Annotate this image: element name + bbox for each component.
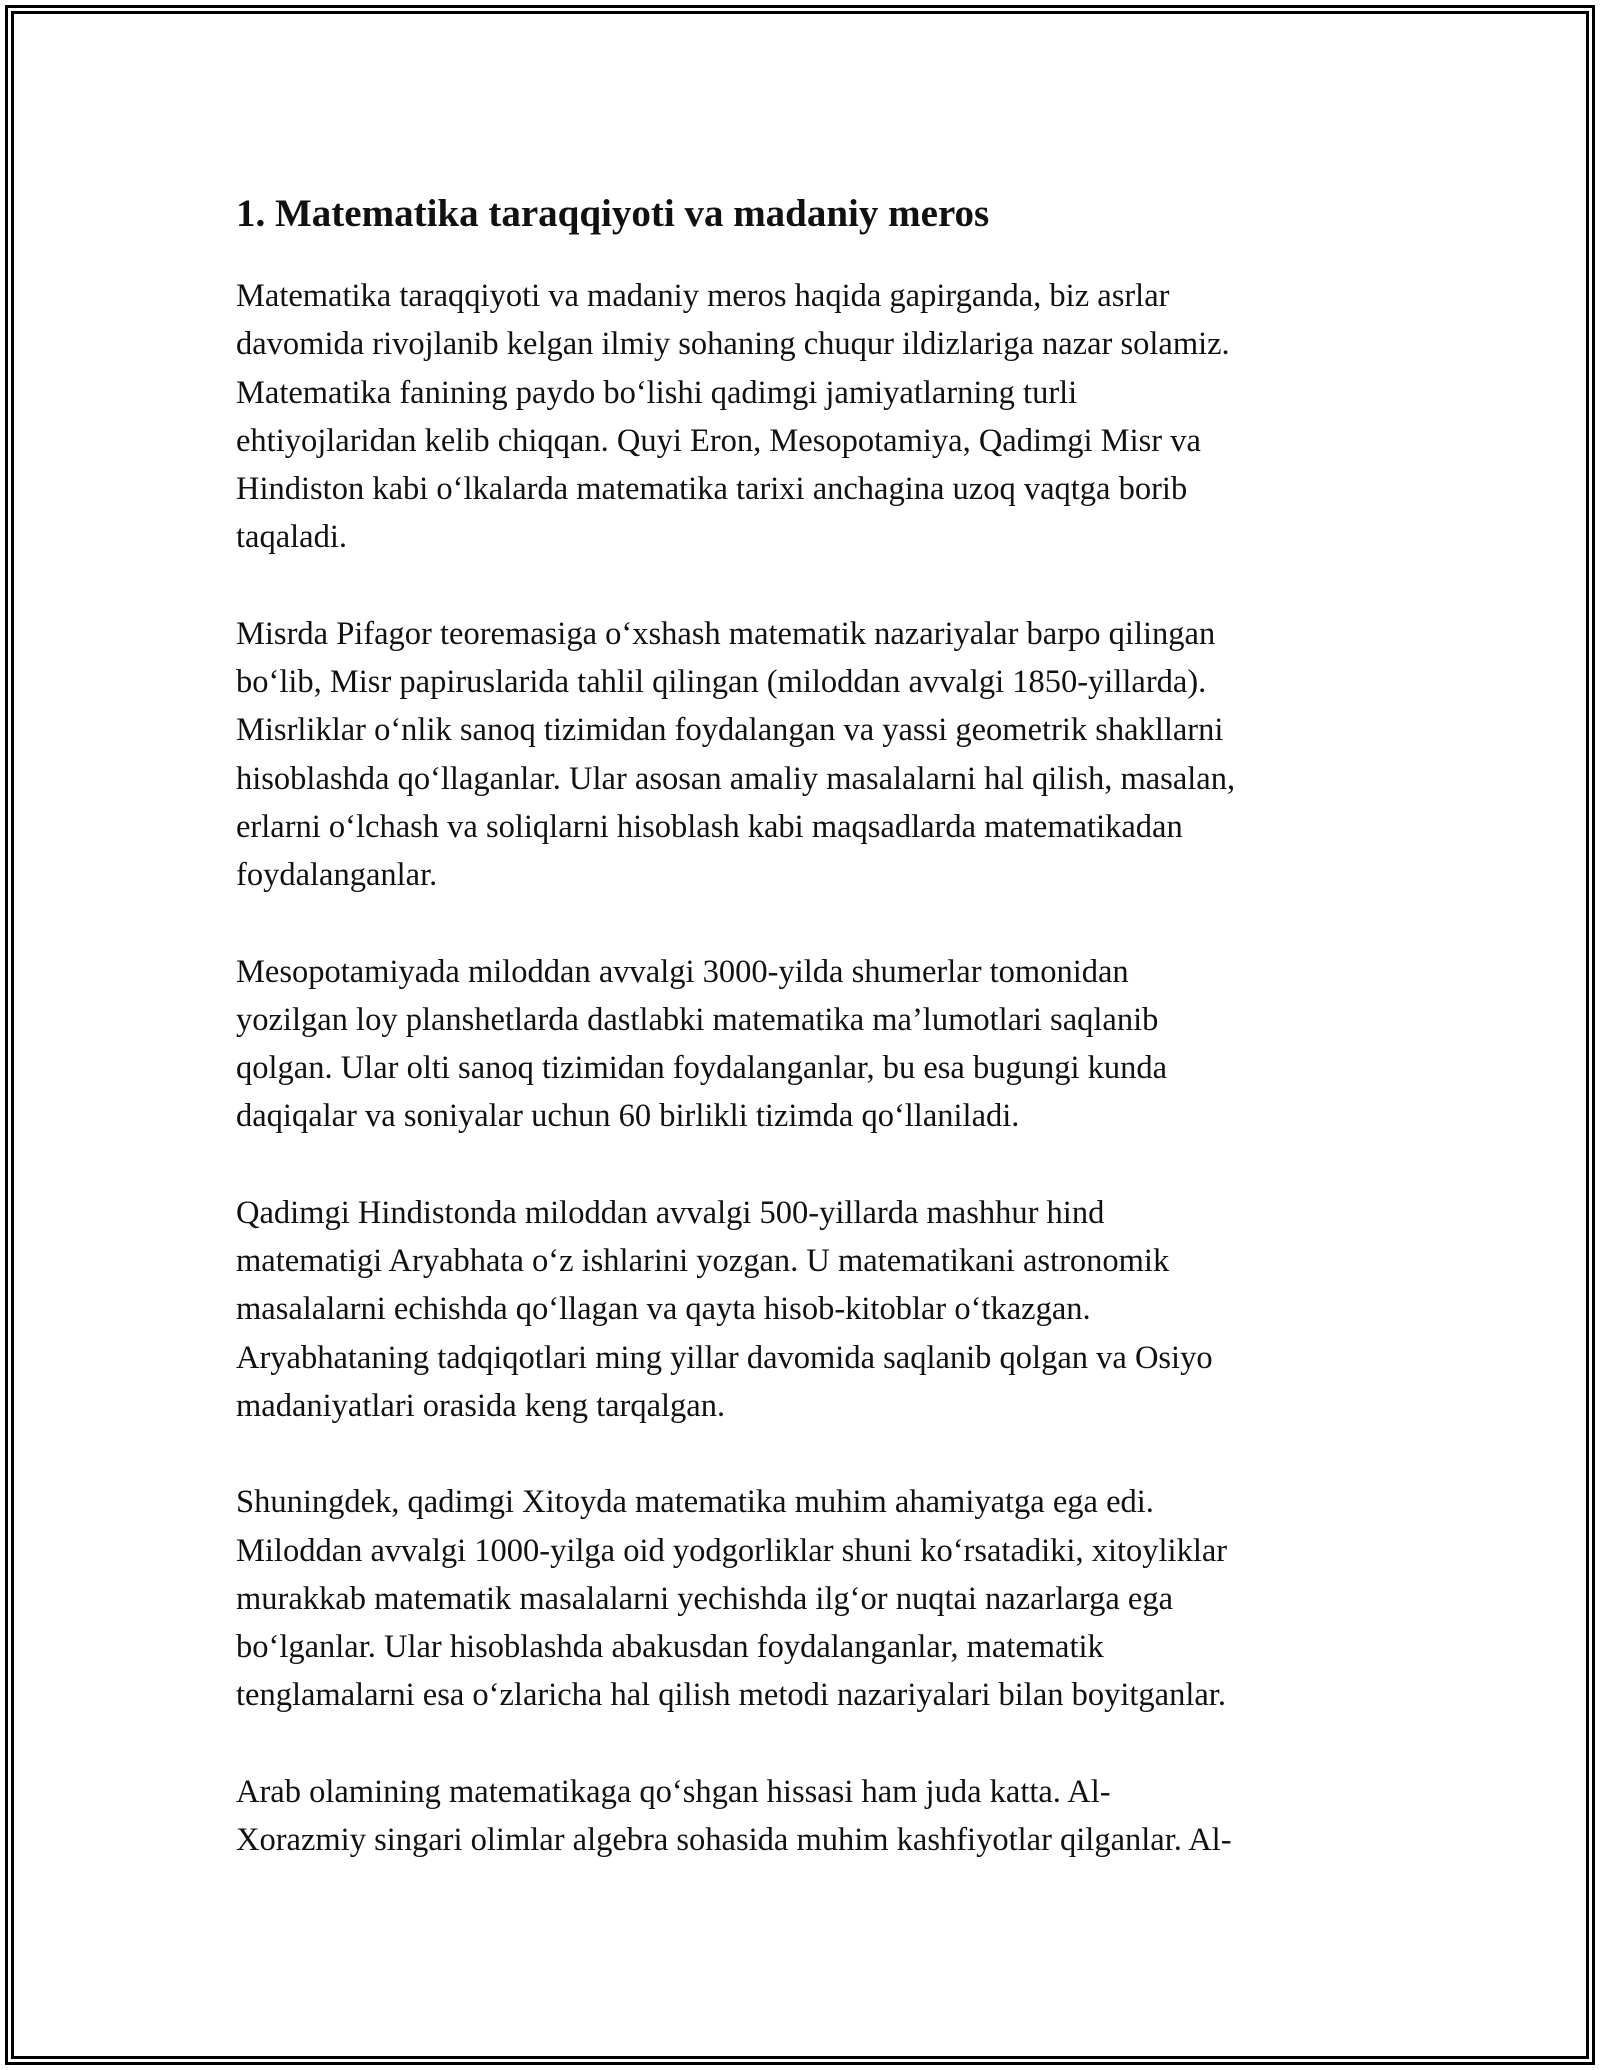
text-line: bo‘lib, Misr papiruslarida tahlil qilingan (miloddan avvalgi 1850-yillarda). bbox=[236, 664, 1207, 701]
text-line: yozilgan loy planshetlarda dastlabki matematika ma’lumotlari saqlanib bbox=[236, 1001, 1159, 1038]
text-line: Qadimgi Hindistonda miloddan avvalgi 500-yillarda mashhur hind bbox=[236, 1194, 1105, 1231]
text-line: tenglamalarni esa o‘zlaricha hal qilish metodi nazariyalari bilan boyitganlar. bbox=[236, 1677, 1226, 1714]
paragraph-2 bbox=[236, 610, 1366, 900]
paragraph-6 bbox=[236, 1768, 1366, 1865]
text-line: hisoblashda qo‘llaganlar. Ular asosan amaliy masalalarni hal qilish, masalan, bbox=[236, 760, 1236, 797]
paragraph-3 bbox=[236, 948, 1366, 1141]
text-line: Matematika taraqqiyoti va madaniy meros haqida gapirganda, biz asrlar bbox=[236, 278, 1170, 314]
text-line: Aryabhataning tadqiqotlari ming yillar davomida saqlanib qolgan va Osiyo bbox=[236, 1339, 1213, 1376]
text-line: erlarni o‘lchash va soliqlarni hisoblash kabi maqsadlarda matematikadan bbox=[236, 808, 1183, 845]
text-line: daqiqalar va soniyalar uchun 60 birlikli tizimda qo‘llaniladi. bbox=[236, 1098, 1020, 1135]
paragraph-1 bbox=[236, 272, 1366, 562]
text-line: Shuningdek, qadimgi Xitoyda matematika muhim ahamiyatga ega edi. bbox=[236, 1484, 1154, 1521]
text-line: ehtiyojlaridan kelib chiqqan. Quyi Eron, Mesopotamiya, Qadimgi Misr va bbox=[236, 422, 1201, 459]
text-line: masalalarni echishda qo‘llagan va qayta hisob-kitoblar o‘tkazgan. bbox=[236, 1291, 1091, 1328]
text-line: matematigi Aryabhata o‘z ishlarini yozgan. U matematikani astronomik bbox=[236, 1243, 1170, 1280]
document-body bbox=[236, 186, 1366, 1912]
text-line: Xorazmiy singari olimlar algebra sohasida muhim kashfiyotlar qilganlar. Al- bbox=[236, 1822, 1232, 1859]
paragraph-4 bbox=[236, 1189, 1366, 1430]
section-heading: 1. Matematika taraqqiyoti va madaniy meros bbox=[236, 192, 990, 235]
text-line: Mesopotamiyada miloddan avvalgi 3000-yilda shumerlar tomonidan bbox=[236, 953, 1129, 990]
text-line: foydalanganlar. bbox=[236, 857, 438, 894]
text-line: Arab olamining matematikaga qo‘shgan hissasi ham juda katta. Al- bbox=[236, 1773, 1111, 1810]
text-line: davomida rivojlanib kelgan ilmiy sohaning chuqur ildizlariga nazar solamiz. bbox=[236, 326, 1230, 363]
text-line: taqaladi. bbox=[236, 519, 347, 556]
paragraph-5 bbox=[236, 1478, 1366, 1719]
text-line: Miloddan avvalgi 1000-yilga oid yodgorliklar shuni ko‘rsatadiki, xitoyliklar bbox=[236, 1532, 1228, 1569]
text-line: Hindiston kabi o‘lkalarda matematika tarixi anchagina uzoq vaqtga borib bbox=[236, 471, 1188, 508]
text-line: Misrda Pifagor teoremasiga o‘xshash matematik nazariyalar barpo qilingan bbox=[236, 615, 1216, 652]
text-line: Misrliklar o‘nlik sanoq tizimidan foydalangan va yassi geometrik shakllarni bbox=[236, 712, 1224, 749]
text-line: qolgan. Ular olti sanoq tizimidan foydalanganlar, bu esa bugungi kunda bbox=[236, 1050, 1168, 1087]
text-line: Matematika fanining paydo bo‘lishi qadimgi jamiyatlarning turli bbox=[236, 374, 1078, 411]
text-line: bo‘lganlar. Ular hisoblashda abakusdan foydalanganlar, matematik bbox=[236, 1629, 1104, 1666]
text-line: murakkab matematik masalalarni yechishda ilg‘or nuqtai nazarlarga ega bbox=[236, 1580, 1173, 1617]
text-line: madaniyatlari orasida keng tarqalgan. bbox=[236, 1387, 726, 1424]
